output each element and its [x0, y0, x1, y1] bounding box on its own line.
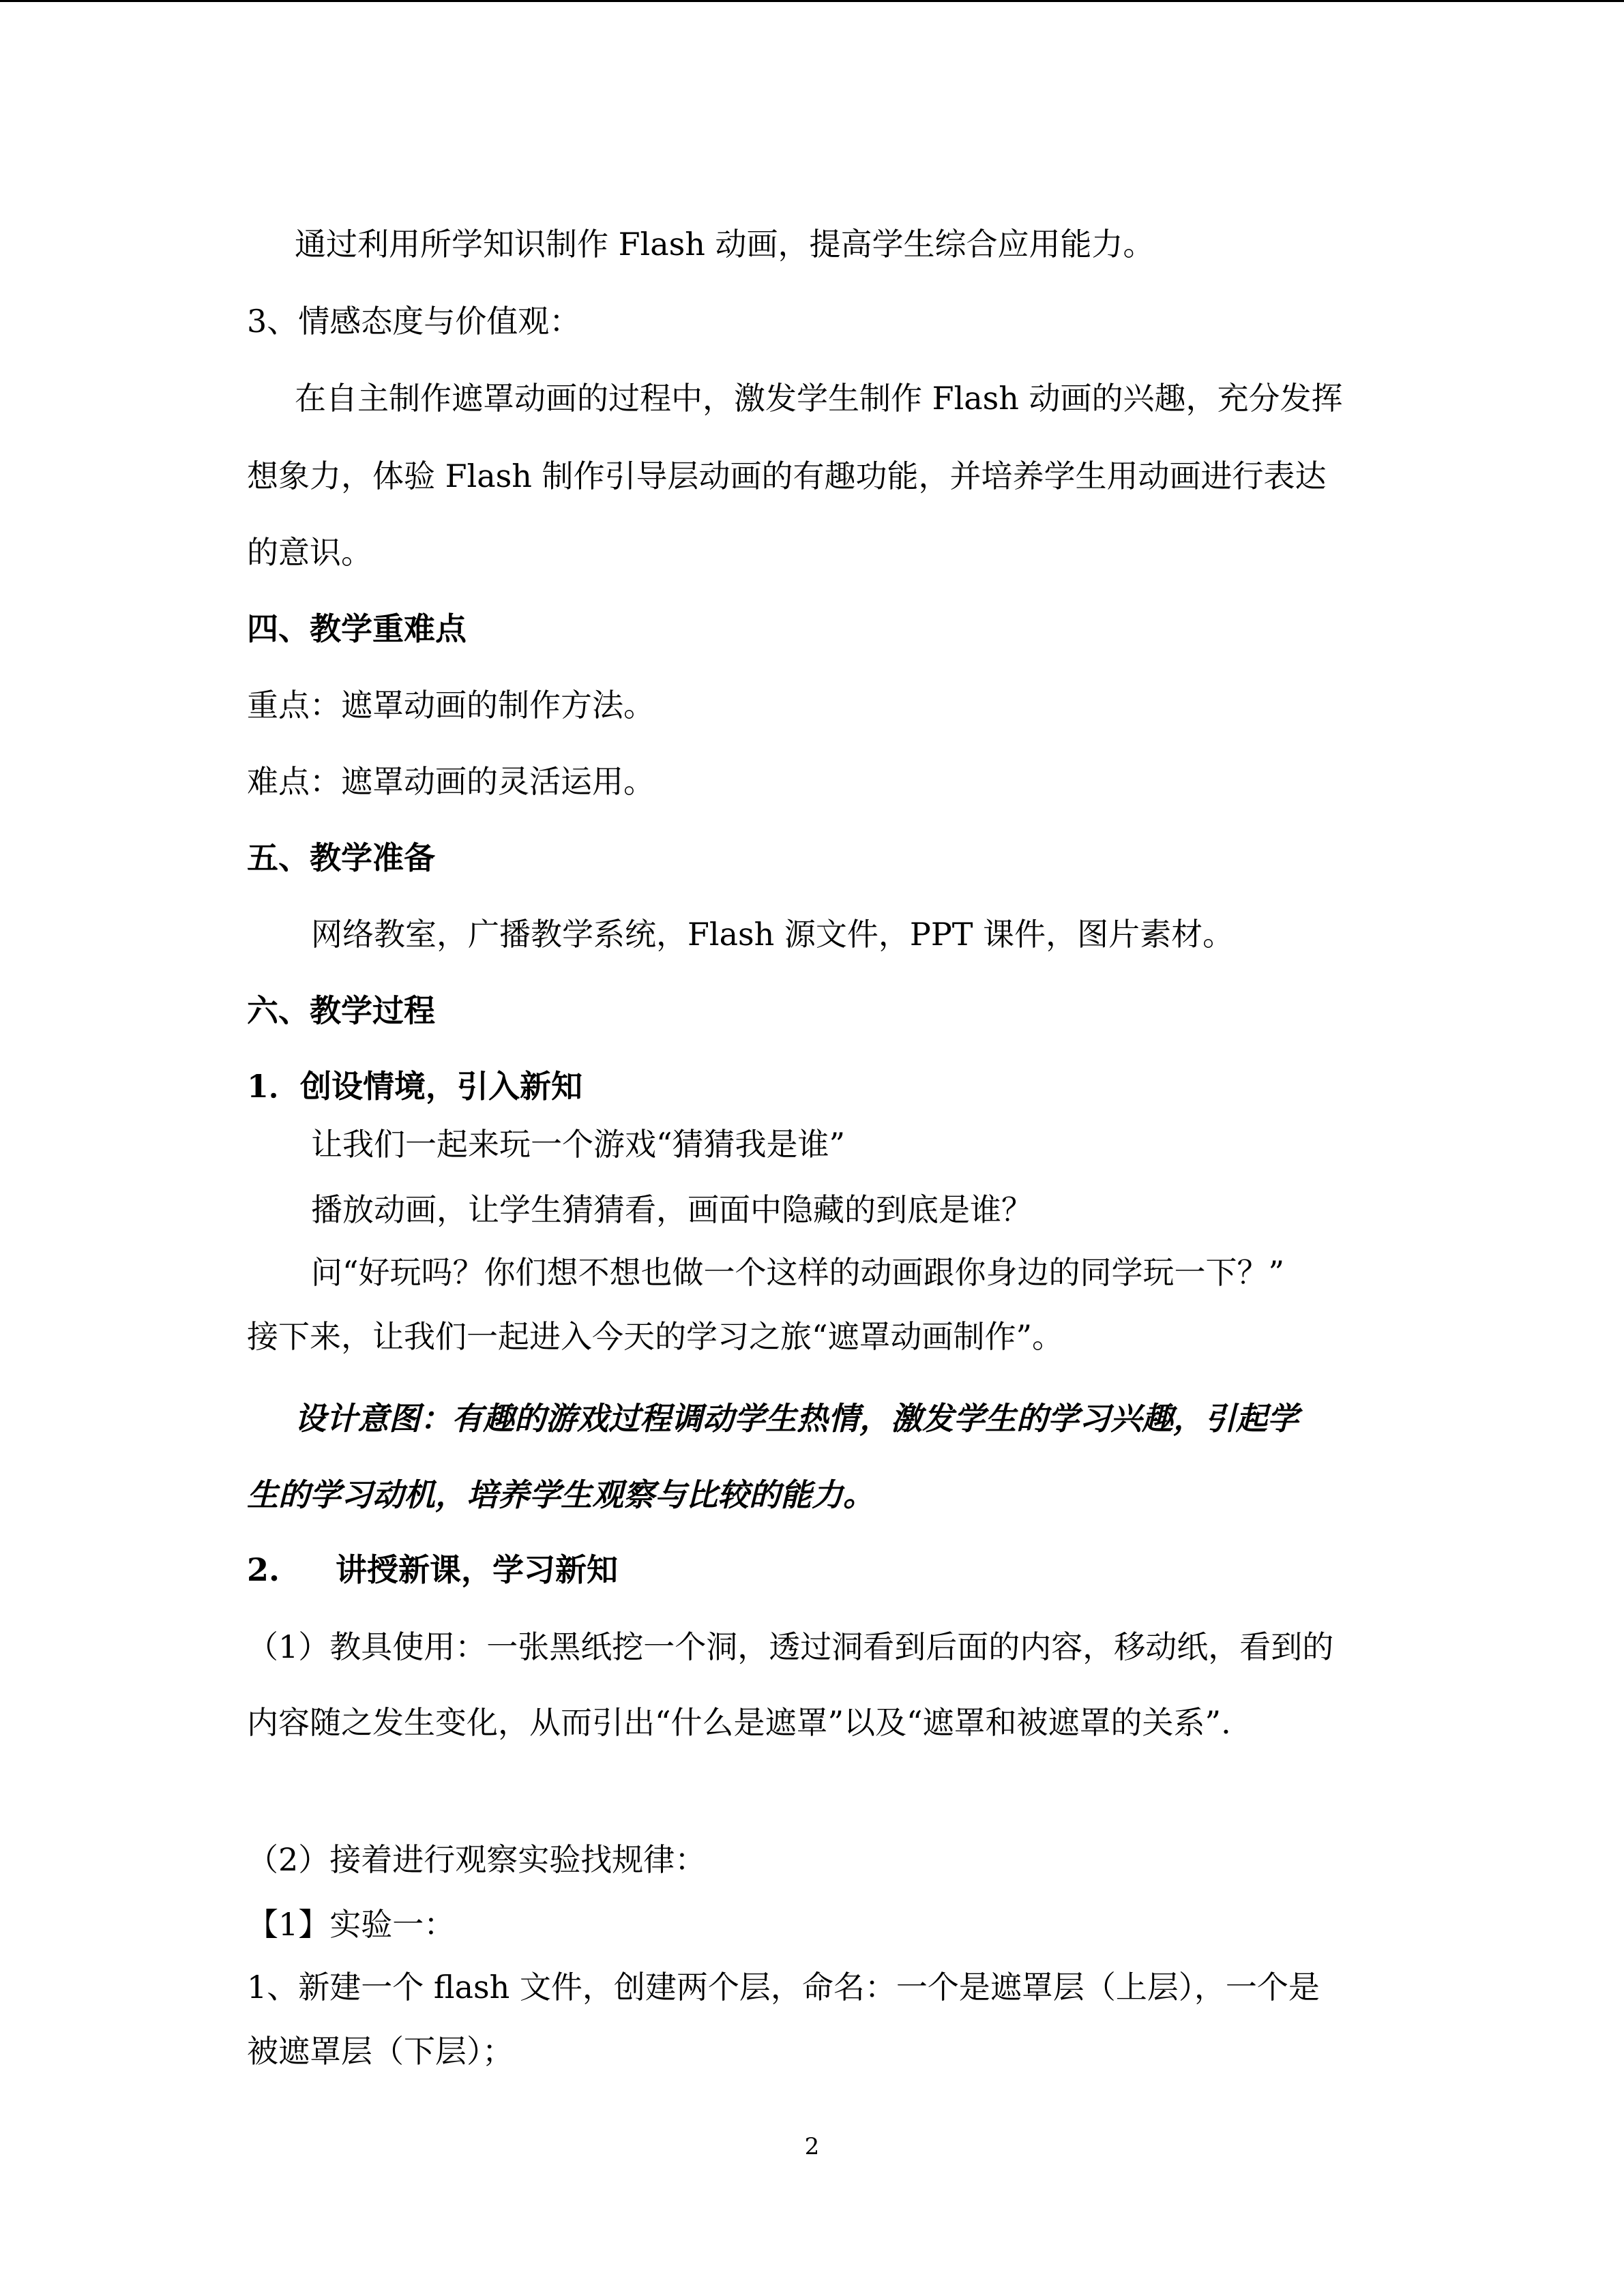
text-line: 问“好玩吗？你们想不想也做一个这样的动画跟你身边的同学玩一下？”: [311, 1254, 1285, 1291]
text-line: 【1】实验一：: [247, 1906, 456, 1943]
subsection-title: 讲授新课，学习新知: [336, 1551, 618, 1588]
text-line: 的意识。: [247, 534, 372, 571]
text-line: 播放动画，让学生猜猜看，画面中隐藏的到底是谁？: [311, 1191, 1033, 1228]
subsection-heading: 1．创设情境，引入新知: [247, 1068, 583, 1105]
design-intent-line: 生的学习动机，培养学生观察与比较的能力。: [247, 1476, 874, 1513]
subsection-heading: [247, 1549, 618, 1590]
text-line: 想象力，体验 Flash 制作引导层动画的有趣功能，并培养学生用动画进行表达: [247, 458, 1327, 494]
subsection-number: 2.: [247, 1551, 280, 1588]
text-line: 通过利用所学知识制作 Flash 动画，提高学生综合应用能力。: [295, 226, 1155, 263]
text-line: 重点：遮罩动画的制作方法。: [247, 687, 655, 724]
text-line: 接下来，让我们一起进入今天的学习之旅“遮罩动画制作”。: [247, 1318, 1064, 1355]
design-intent-line: 设计意图：有趣的游戏过程调动学生热情，激发学生的学习兴趣，引起学: [295, 1400, 1299, 1437]
text-line: 难点：遮罩动画的灵活运用。: [247, 763, 655, 800]
text-line: 在自主制作遮罩动画的过程中，激发学生制作 Flash 动画的兴趣，充分发挥: [295, 380, 1343, 417]
text-line: 3、情感态度与价值观：: [247, 303, 581, 340]
text-line: 被遮罩层（下层）；: [247, 2033, 514, 2070]
text-line: 让我们一起来玩一个游戏“猜猜我是谁”: [311, 1126, 846, 1163]
text-line: （1）教具使用：一张黑纸挖一个洞，透过洞看到后面的内容，移动纸，看到的: [247, 1628, 1334, 1665]
section-heading: 四、教学重难点: [247, 610, 467, 647]
text-line: （2）接着进行观察实验找规律：: [247, 1841, 707, 1878]
section-heading: 六、教学过程: [247, 992, 435, 1029]
text-line: 内容随之发生变化，从而引出“什么是遮罩”以及“遮罩和被遮罩的关系”.: [247, 1704, 1231, 1741]
page-number: 2: [804, 2133, 820, 2160]
section-heading: 五、教学准备: [247, 839, 435, 876]
page-top-border: [0, 0, 1624, 2]
text-line: 1、新建一个 flash 文件，创建两个层，命名：一个是遮罩层（上层），一个是: [247, 1969, 1320, 2006]
text-line: 网络教室，广播教学系统，Flash 源文件，PPT 课件，图片素材。: [311, 916, 1235, 953]
